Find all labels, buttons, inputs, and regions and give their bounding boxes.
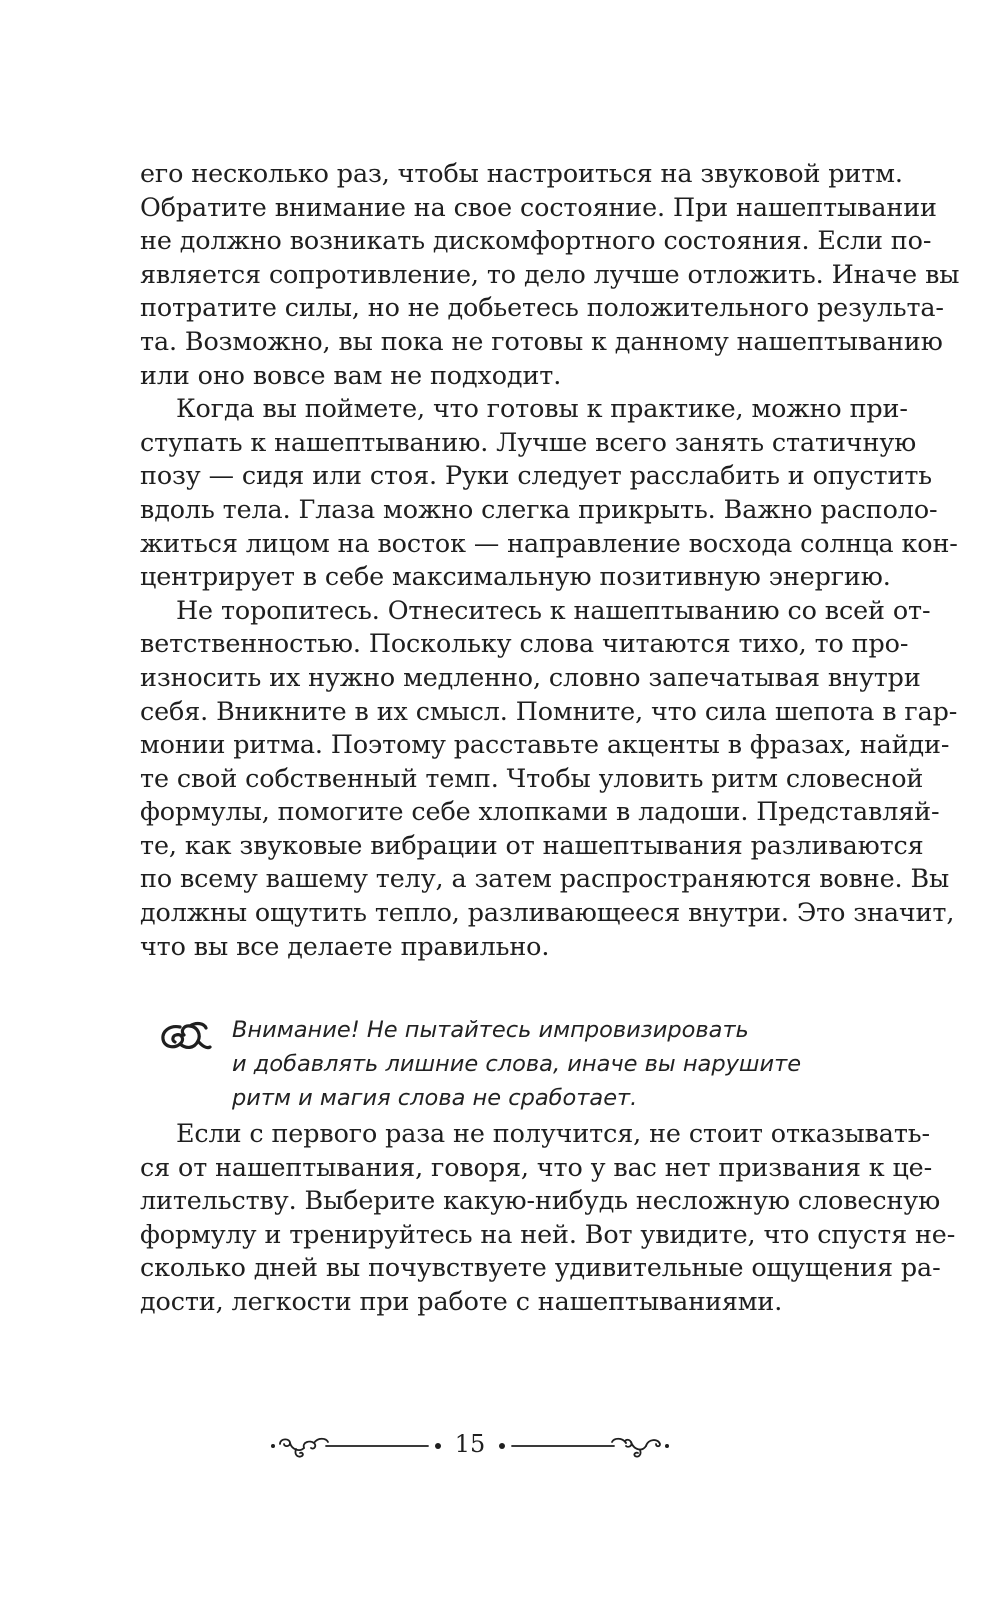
page-footer <box>270 1426 670 1466</box>
text-line: ступать к нашептыванию. Лучше всего занять статичную <box>140 426 917 457</box>
text-line: вдоль тела. Глаза можно слегка прикрыть. Важно располо- <box>140 493 938 524</box>
text-line: формулу и тренируйтесь на ней. Вот увидите, что спустя не- <box>140 1218 956 1249</box>
note-text <box>232 1013 801 1115</box>
text-line: или оно вовсе вам не подходит. <box>140 359 562 390</box>
text-line: Когда вы поймете, что готовы к практике, можно при- <box>176 393 908 424</box>
text-line: Если с первого раза не получится, не стоит отказывать- <box>176 1118 930 1148</box>
text-line: ся от нашептывания, говоря, что у вас нет призвания к це- <box>140 1151 933 1182</box>
note-line: и добавлять лишние слова, иначе вы нарушите <box>232 1051 802 1077</box>
text-line: сколько дней вы почувствуете удивительные ощущения ра- <box>140 1252 941 1283</box>
closing-text-block <box>140 1117 956 1319</box>
text-line: те свой собственный темп. Чтобы уловить ритм словесной <box>140 762 924 793</box>
text-line: его несколько раз, чтобы настроиться на звуковой ритм. <box>140 158 903 188</box>
text-line: те, как звуковые вибрации от нашептывания разливаются <box>140 829 924 860</box>
text-line: формулы, помогите себе хлопками в ладоши. Представляй- <box>140 796 940 827</box>
text-line: износить их нужно медленно, словно запечатывая внутри <box>140 661 921 692</box>
text-line: та. Возможно, вы пока не готовы к данному нашептыванию <box>140 325 943 356</box>
text-line: житься лицом на восток — направление восхода солнца кон- <box>140 527 958 558</box>
main-text-block <box>140 157 960 963</box>
note-line: ритм и магия слова не сработает. <box>232 1085 638 1111</box>
text-line: Обратите внимание на свое состояние. При нашептывании <box>140 191 937 222</box>
note-line: Внимание! Не пытайтесь импровизировать <box>232 1017 749 1043</box>
text-line: лительству. Выберите какую-нибудь несложную словесную <box>140 1185 941 1216</box>
text-line: себя. Вникните в их смысл. Помните, что сила шепота в гар- <box>140 695 958 726</box>
text-line: потратите силы, но не добьетесь положительного результа- <box>140 292 944 323</box>
text-line: Не торопитесь. Отнеситесь к нашептыванию со всей от- <box>176 594 931 625</box>
text-line: дости, легкости при работе с нашептываниями. <box>140 1285 783 1316</box>
text-line: должны ощутить тепло, разливающееся внутри. Это значит, <box>140 897 955 928</box>
text-line: ветственностью. Поскольку слова читаются тихо, то про- <box>140 628 909 659</box>
text-line: монии ритма. Поэтому расставьте акценты в фразах, найди- <box>140 729 950 760</box>
text-line: по всему вашему телу, а затем распространяются вовне. Вы <box>140 863 950 894</box>
text-line: что вы все делаете правильно. <box>140 930 550 961</box>
text-line: позу — сидя или стоя. Руки следует расслабить и опустить <box>140 460 932 491</box>
ornament-icon <box>160 1019 212 1053</box>
text-line: центрирует в себе максимальную позитивную энергию. <box>140 561 891 592</box>
page-number: 15 <box>454 1430 486 1458</box>
text-line: не должно возникать дискомфортного состояния. Если по- <box>140 225 932 256</box>
text-line: является сопротивление, то дело лучше отложить. Иначе вы <box>140 258 960 289</box>
